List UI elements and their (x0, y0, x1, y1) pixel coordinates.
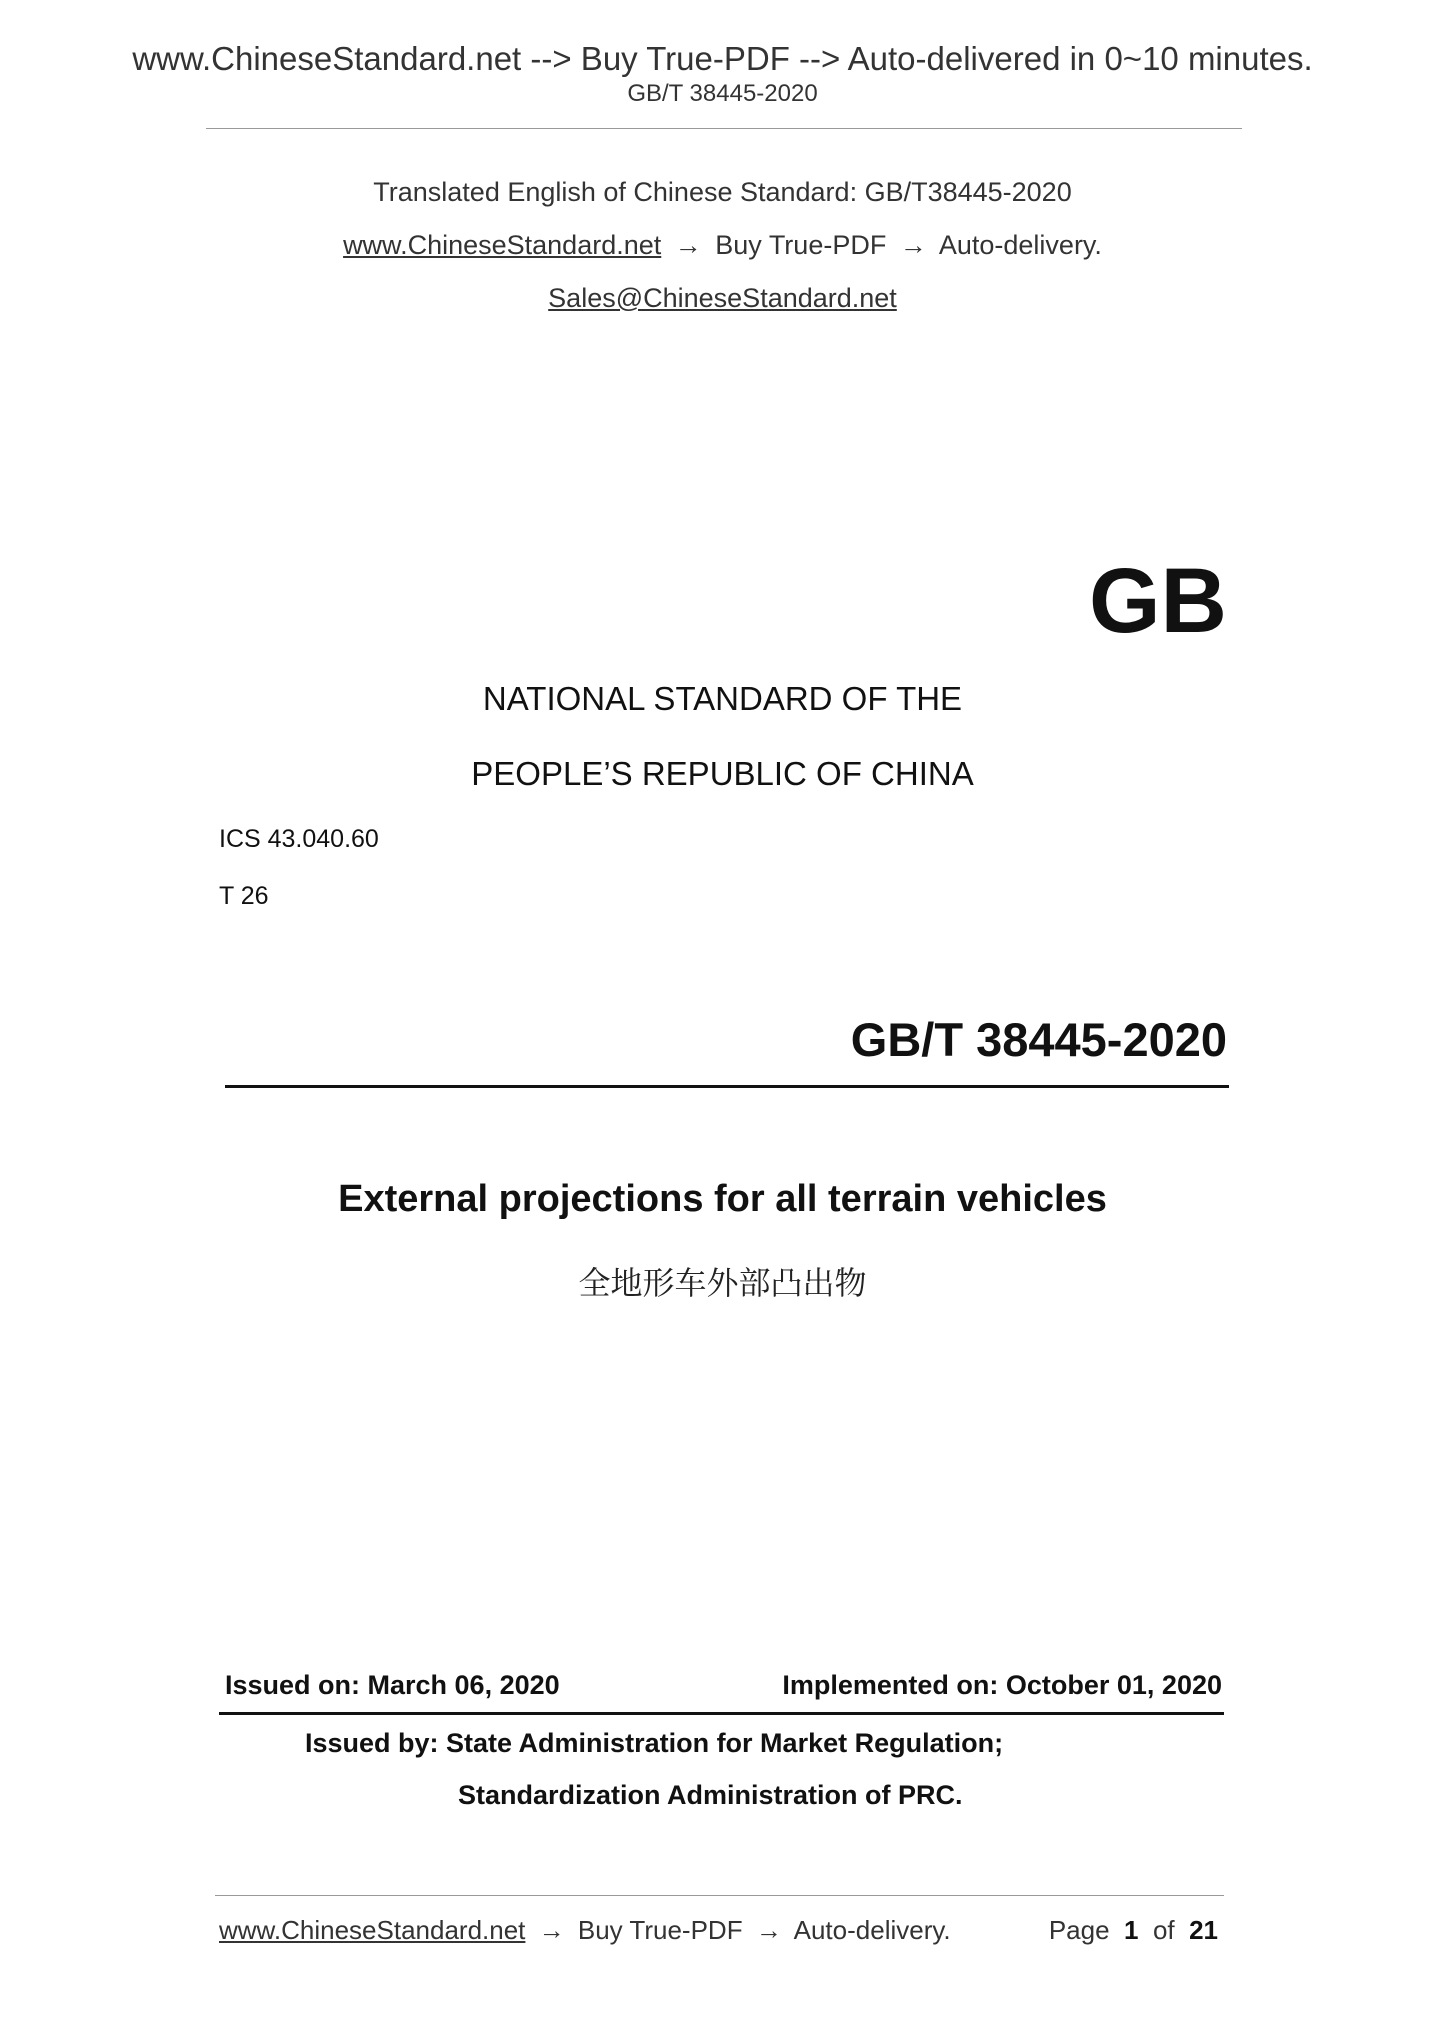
arrow-right-icon: → (538, 1915, 565, 1945)
issued-on-date: Issued on: March 06, 2020 (225, 1670, 560, 1700)
national-standard-line-1: NATIONAL STANDARD OF THE (482, 680, 963, 717)
buy-line (0, 230, 1445, 261)
english-title: External projections for all terrain vehicles (338, 1178, 1107, 1220)
page-total: 21 (1189, 1915, 1218, 1945)
page-current: 1 (1124, 1915, 1139, 1945)
buy-true-pdf-text: Buy True-PDF (715, 230, 887, 260)
arrow-right-icon: → (899, 230, 927, 260)
footer-auto-text: Auto-delivery. (793, 1915, 951, 1945)
arrow-right-icon: → (674, 230, 702, 260)
dates-rule (219, 1712, 1224, 1715)
chinese-title: 全地形车外部凸出物 (578, 1264, 867, 1302)
footer-divider (215, 1895, 1224, 1896)
page-indicator (1049, 1915, 1218, 1946)
footer-buy-text: Buy True-PDF (577, 1915, 743, 1945)
auto-delivery-text: Auto-delivery. (938, 230, 1102, 260)
classification-code: T 26 (219, 882, 269, 910)
ics-code: ICS 43.040.60 (219, 825, 379, 853)
national-standard-line-2: PEOPLE’S REPUBLIC OF CHINA (471, 755, 974, 792)
standard-number-rule (225, 1085, 1229, 1088)
of-label: of (1152, 1915, 1175, 1945)
footer-links (219, 1915, 951, 1946)
header-banner: www.ChineseStandard.net --> Buy True-PDF --> Auto-delivered in 0~10 minutes. (132, 40, 1313, 77)
arrow-right-icon: → (755, 1915, 782, 1945)
standard-number: GB/T 38445-2020 (850, 1013, 1227, 1066)
page-label: Page (1048, 1915, 1110, 1945)
sales-email-link[interactable]: Sales@ChineseStandard.net (548, 283, 897, 313)
footer-site-link[interactable]: www.ChineseStandard.net (219, 1915, 526, 1945)
issued-by-line-2: Standardization Administration of PRC. (458, 1780, 963, 1810)
sales-email-line (0, 283, 1445, 314)
gb-mark: GB (1089, 550, 1227, 652)
issued-by-line-1: Issued by: State Administration for Market Regulation; (305, 1728, 1004, 1758)
header-divider (206, 128, 1242, 129)
translated-note: Translated English of Chinese Standard: GB/T38445-2020 (373, 177, 1072, 207)
site-link[interactable]: www.ChineseStandard.net (343, 230, 662, 260)
implemented-on-date: Implemented on: October 01, 2020 (782, 1670, 1222, 1700)
header-standard-code: GB/T 38445-2020 (627, 80, 818, 107)
